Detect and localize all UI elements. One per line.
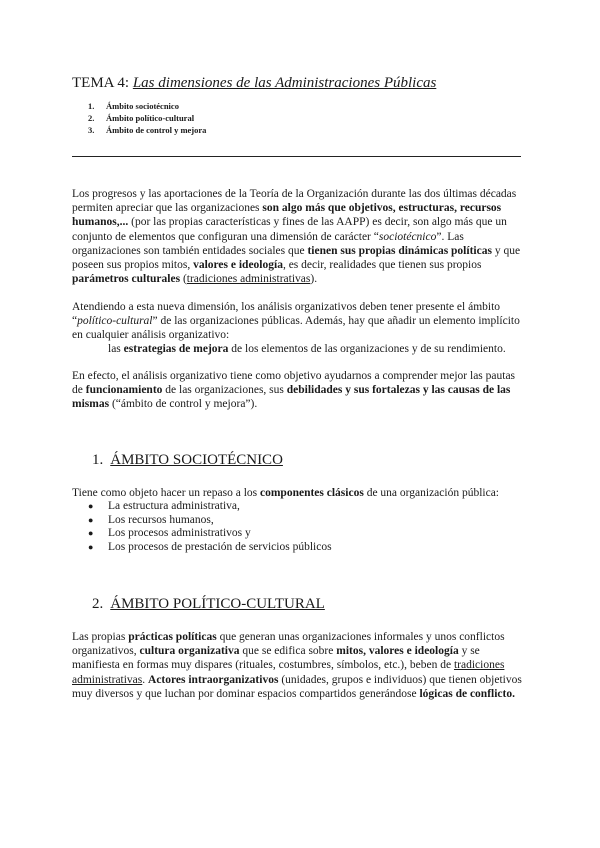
- section1-lead: Tiene como objeto hacer un repaso a los componentes clásicos de una organización pública:: [72, 487, 499, 499]
- list-item: ● Los procesos administrativos y: [88, 527, 251, 539]
- horizontal-divider: [72, 156, 521, 157]
- toc-item: [88, 100, 206, 112]
- toc-number: 3.: [88, 125, 95, 135]
- section-number: 1.: [92, 452, 104, 468]
- list-item: ● La estructura administrativa,: [88, 500, 240, 512]
- section1-bullet-list: [88, 500, 332, 554]
- intro-paragraph-1: Los progresos y las aportaciones de la Teoría de la Organización durante las dos últimas décadas permiten apreciar que las organizaciones son algo más que objetivos, estructuras, recursos humanos,... (por las propias características y fines de las AAPP) es decir, son algo más que un conjunto de elementos que configuran una dimensión de carácter “sociotécnico”. Las organizaciones son también entidades sociales que tienen sus propias dinámicas políticas y que poseen sus propios mitos, valores e ideología, es decir, realidades que tienen sus propios parámetros culturales (tradiciones administrativas).: [72, 188, 521, 286]
- section2-paragraph: Las propias prácticas políticas que generan unas organizaciones informales y unos conflictos organizativos, cultura organizativa que se edifica sobre mitos, valores e ideología y se manifiesta en formas muy dispares (rituales, costumbres, símbolos, etc.), beben de tradiciones administrativas. Actores intraorganizativos (unidades, grupos e individuos) que tienen objetivos muy diversos y que luchan por dominar espacios compartidos generándose lógicas de conflicto.: [72, 631, 522, 700]
- toc-item: [88, 112, 206, 124]
- toc-label: Ámbito sociotécnico: [106, 101, 179, 111]
- document-title: [72, 75, 436, 92]
- section-number: 2.: [92, 596, 104, 612]
- bullet-icon: ●: [88, 528, 94, 538]
- toc-item: [88, 124, 206, 136]
- title-prefix: TEMA 4:: [72, 75, 130, 91]
- intro-indented-line: las estrategias de mejora de los elementos de las organizaciones y de su rendimiento.: [108, 343, 506, 355]
- intro-paragraph-2: Atendiendo a esta nueva dimensión, los análisis organizativos deben tener presente el ámbito “político-cultural” de las organizaciones públicas. Además, hay que añadir un elemento implícito en cualquier análisis organizativo:: [72, 301, 520, 342]
- list-item: ● Los recursos humanos,: [88, 513, 214, 526]
- toc-number: 1.: [88, 101, 95, 111]
- bullet-icon: ●: [88, 541, 94, 552]
- section-heading-politico-cultural: [92, 596, 325, 613]
- table-of-contents: [88, 100, 206, 136]
- intro-paragraph-3: En efecto, el análisis organizativo tiene como objetivo ayudarnos a comprender mejor las pautas de funcionamiento de las organizaciones, sus debilidades y sus fortalezas y las causas de las mismas (“ámbito de control y mejora”).: [72, 370, 516, 411]
- bullet-icon: ●: [88, 501, 94, 511]
- bullet-icon: ●: [88, 514, 94, 525]
- toc-label: Ámbito político-cultural: [106, 113, 195, 123]
- toc-number: 2.: [88, 113, 95, 123]
- title-topic: Las dimensiones de las Administraciones Públicas: [132, 75, 437, 91]
- toc-label: Ámbito de control y mejora: [106, 125, 207, 135]
- list-item: ● Los procesos de prestación de servicios públicos: [88, 540, 332, 553]
- section-title: ÁMBITO SOCIOTÉCNICO: [110, 452, 283, 468]
- section-title: ÁMBITO POLÍTICO-CULTURAL: [110, 596, 325, 612]
- section-heading-sociotecnico: [92, 452, 283, 469]
